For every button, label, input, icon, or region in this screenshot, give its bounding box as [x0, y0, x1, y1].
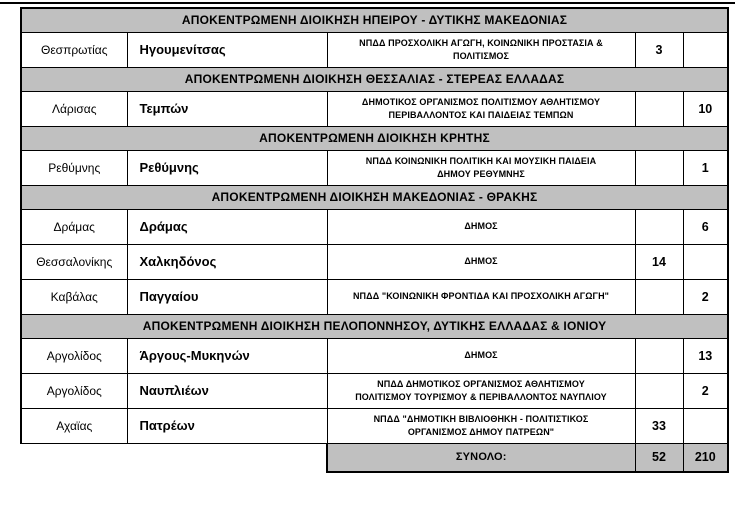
section-header: ΑΠΟΚΕΝΤΡΩΜΕΝΗ ΔΙΟΙΚΗΣΗ ΠΕΛΟΠΟΝΝΗΣΟΥ, ΔΥΤΙΚΗΣ ΕΛΛΑΔΑΣ & ΙΟΝΙΟΥ	[21, 314, 728, 338]
municipality-cell: Ηγουμενίτσας	[127, 32, 327, 67]
count-b-cell: 1	[683, 150, 728, 185]
prefecture-cell: Θεσσαλονίκης	[21, 244, 127, 279]
total-label-cell: ΣΥΝΟΛΟ:	[327, 443, 635, 472]
count-b-cell: 2	[683, 279, 728, 314]
organization-cell: ΝΠΔΔ ΔΗΜΟΤΙΚΟΣ ΟΡΓΑΝΙΣΜΟΣ ΑΘΛΗΤΙΣΜΟΥ ΠΟΛΙΤΙΣΜΟΥ ΤΟΥΡΙΣΜΟΥ & ΠΕΡΙΒΑΛΛΟΝΤΟΣ ΝΑΥΠΛΙΟΥ	[327, 373, 635, 408]
section-header-row	[21, 67, 728, 91]
municipality-cell: Πατρέων	[127, 408, 327, 443]
municipality-cell: Ρεθύμνης	[127, 150, 327, 185]
organization-cell: ΔΗΜΟΤΙΚΟΣ ΟΡΓΑΝΙΣΜΟΣ ΠΟΛΙΤΙΣΜΟΥ ΑΘΛΗΤΙΣΜΟΥ ΠΕΡΙΒΑΛΛΟΝΤΟΣ ΚΑΙ ΠΑΙΔΕΙΑΣ ΤΕΜΠΩΝ	[327, 91, 635, 126]
total-count-b-cell: 210	[683, 443, 728, 472]
prefecture-cell: Αργολίδος	[21, 373, 127, 408]
municipality-cell: Ναυπλιέων	[127, 373, 327, 408]
section-header: ΑΠΟΚΕΝΤΡΩΜΕΝΗ ΔΙΟΙΚΗΣΗ ΘΕΣΣΑΛΙΑΣ - ΣΤΕΡΕΑΣ ΕΛΛΑΔΑΣ	[21, 67, 728, 91]
count-a-cell: 33	[635, 408, 683, 443]
section-header-row	[21, 8, 728, 32]
municipality-cell: Δράμας	[127, 209, 327, 244]
count-a-cell: 3	[635, 32, 683, 67]
organization-cell: ΔΗΜΟΣ	[327, 209, 635, 244]
table-row	[21, 373, 728, 408]
count-b-cell: 13	[683, 338, 728, 373]
organization-cell: ΔΗΜΟΣ	[327, 244, 635, 279]
table-row	[21, 408, 728, 443]
table-row	[21, 279, 728, 314]
count-a-cell	[635, 91, 683, 126]
table-row	[21, 32, 728, 67]
total-row	[21, 443, 728, 472]
count-b-cell: 2	[683, 373, 728, 408]
empty-cell	[21, 443, 327, 472]
count-a-cell	[635, 209, 683, 244]
municipality-cell: Άργους-Μυκηνών	[127, 338, 327, 373]
count-a-cell	[635, 150, 683, 185]
prefecture-cell: Ρεθύμνης	[21, 150, 127, 185]
table-row	[21, 150, 728, 185]
table-row	[21, 244, 728, 279]
municipality-cell: Τεμπών	[127, 91, 327, 126]
organization-cell: ΝΠΔΔ ΚΟΙΝΩΝΙΚΗ ΠΟΛΙΤΙΚΗ ΚΑΙ ΜΟΥΣΙΚΗ ΠΑΙΔΕΙΑ ΔΗΜΟΥ ΡΕΘΥΜΝΗΣ	[327, 150, 635, 185]
table-row	[21, 338, 728, 373]
section-header-row	[21, 314, 728, 338]
table-row	[21, 209, 728, 244]
section-header: ΑΠΟΚΕΝΤΡΩΜΕΝΗ ΔΙΟΙΚΗΣΗ ΗΠΕΙΡΟΥ - ΔΥΤΙΚΗΣ ΜΑΚΕΔΟΝΙΑΣ	[21, 8, 728, 32]
section-header-row	[21, 126, 728, 150]
count-b-cell: 10	[683, 91, 728, 126]
count-a-cell	[635, 338, 683, 373]
count-b-cell	[683, 32, 728, 67]
total-count-a-cell: 52	[635, 443, 683, 472]
count-a-cell: 14	[635, 244, 683, 279]
table-row	[21, 91, 728, 126]
count-b-cell: 6	[683, 209, 728, 244]
prefecture-cell: Αργολίδος	[21, 338, 127, 373]
prefecture-cell: Λάρισας	[21, 91, 127, 126]
organization-cell: ΝΠΔΔ ΠΡΟΣΧΟΛΙΚΗ ΑΓΩΓΗ, ΚΟΙΝΩΝΙΚΗ ΠΡΟΣΤΑΣΙΑ & ΠΟΛΙΤΙΣΜΟΣ	[327, 32, 635, 67]
section-header: ΑΠΟΚΕΝΤΡΩΜΕΝΗ ΔΙΟΙΚΗΣΗ ΜΑΚΕΔΟΝΙΑΣ - ΘΡΑΚΗΣ	[21, 185, 728, 209]
prefecture-cell: Θεσπρωτίας	[21, 32, 127, 67]
top-rule	[0, 2, 735, 4]
count-b-cell	[683, 408, 728, 443]
municipality-cell: Παγγαίου	[127, 279, 327, 314]
organization-cell: ΔΗΜΟΣ	[327, 338, 635, 373]
section-header-row	[21, 185, 728, 209]
section-header: ΑΠΟΚΕΝΤΡΩΜΕΝΗ ΔΙΟΙΚΗΣΗ ΚΡΗΤΗΣ	[21, 126, 728, 150]
administrations-table	[20, 7, 729, 473]
count-a-cell	[635, 373, 683, 408]
municipality-cell: Χαλκηδόνος	[127, 244, 327, 279]
prefecture-cell: Δράμας	[21, 209, 127, 244]
count-a-cell	[635, 279, 683, 314]
organization-cell: ΝΠΔΔ "ΔΗΜΟΤΙΚΗ ΒΙΒΛΙΟΘΗΚΗ - ΠΟΛΙΤΙΣΤΙΚΟΣ ΟΡΓΑΝΙΣΜΟΣ ΔΗΜΟΥ ΠΑΤΡΕΩΝ"	[327, 408, 635, 443]
organization-cell: ΝΠΔΔ "ΚΟΙΝΩΝΙΚΗ ΦΡΟΝΤΙΔΑ ΚΑΙ ΠΡΟΣΧΟΛΙΚΗ ΑΓΩΓΗ"	[327, 279, 635, 314]
count-b-cell	[683, 244, 728, 279]
prefecture-cell: Καβάλας	[21, 279, 127, 314]
prefecture-cell: Αχαϊας	[21, 408, 127, 443]
